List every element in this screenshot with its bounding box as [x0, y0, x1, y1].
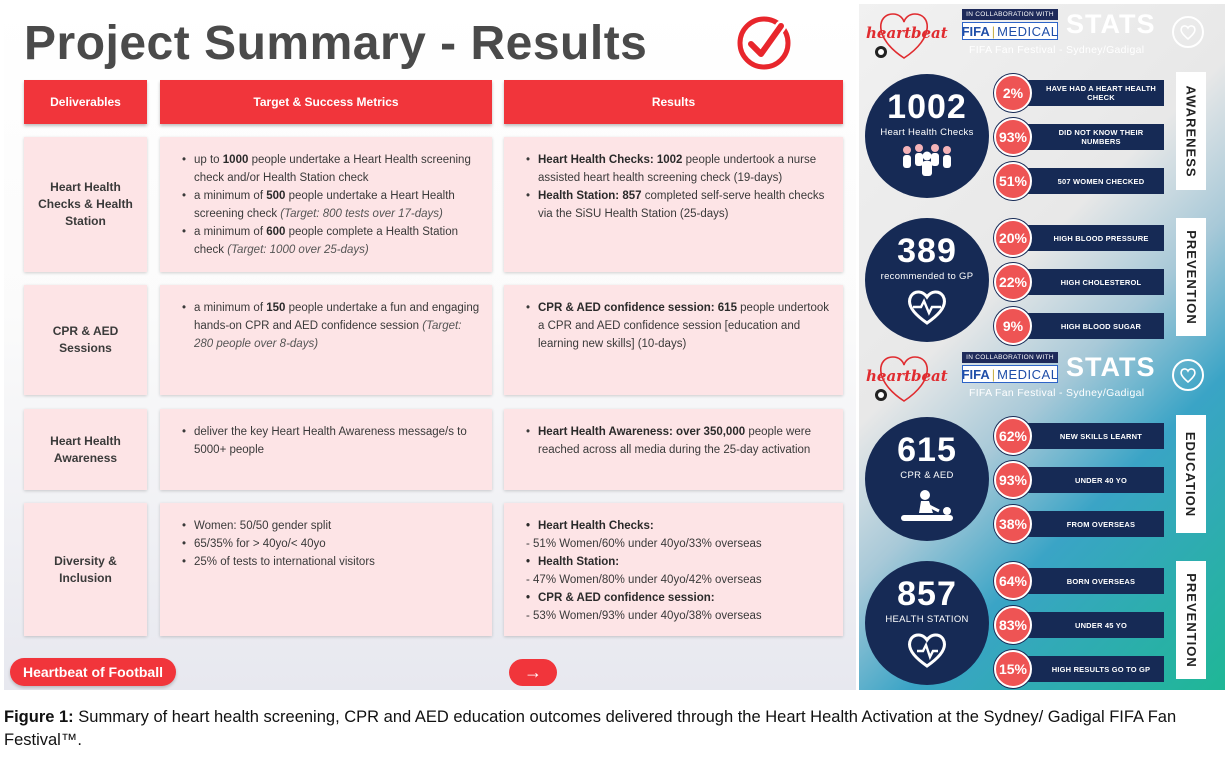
- stat-row: [994, 219, 1164, 257]
- target-item: • a minimum of 600 people complete a Health Station check (Target: 1000 over 25-days): [182, 223, 482, 259]
- stat-text: 507 WOMEN CHECKED: [1022, 168, 1164, 194]
- heart-pulse-icon: [905, 288, 949, 326]
- stat-text: HIGH CHOLESTEROL: [1022, 269, 1164, 295]
- stat-percent: 51%: [994, 162, 1032, 200]
- result-item: • Health Station:: [526, 553, 833, 571]
- stat-percent: 9%: [994, 307, 1032, 345]
- stat-percent: 83%: [994, 606, 1032, 644]
- festival-label: FIFA Fan Festival - Sydney/Gadigal: [969, 387, 1145, 399]
- stat-text: HIGH BLOOD PRESSURE: [1022, 225, 1164, 251]
- fifa-medical-logo: FIFA | MEDICAL: [961, 23, 1059, 39]
- collab-label: IN COLLABORATION WITH: [962, 352, 1058, 363]
- stat-circle-gp: [865, 218, 989, 342]
- stats-panel-bottom: [859, 347, 1225, 690]
- header-targets: Target & Success Metrics: [160, 80, 492, 124]
- targets-diversity: [160, 503, 492, 636]
- caption-text: Summary of heart health screening, CPR and AED education outcomes delivered through the Heart Health Activation at the Sydney/ Gadigal FIFA Fan Festival™.: [4, 708, 1177, 749]
- figure-caption: [4, 706, 1224, 752]
- tab-awareness: AWARENESS: [1176, 72, 1206, 190]
- stat-label: Heart Health Checks: [880, 127, 974, 138]
- brand-name: heartbeat: [866, 24, 948, 42]
- brand-name: heartbeat: [866, 367, 948, 385]
- target-item: • a minimum of 150 people undertake a fun and engaging hands-on CPR and AED confidence session (Target: 280 people over 8-days): [182, 299, 482, 353]
- header-deliverables: Deliverables: [24, 80, 147, 124]
- header-results: Results: [504, 80, 843, 124]
- stat-label: recommended to GP: [880, 271, 974, 282]
- target-item: • Women: 50/50 gender split: [182, 517, 482, 535]
- cpr-icon: [899, 489, 955, 525]
- footer-label-pill[interactable]: Heartbeat of Football: [10, 658, 176, 686]
- stat-number: 389: [897, 232, 957, 270]
- stats-panel-top: [859, 4, 1225, 347]
- tab-prevention: PREVENTION: [1176, 218, 1206, 336]
- result-sub-item: - 51% Women/60% under 40yo/33% overseas: [526, 538, 762, 550]
- collab-label: IN COLLABORATION WITH: [962, 9, 1058, 20]
- stat-label: HEALTH STATION: [885, 614, 969, 625]
- stat-number: 857: [897, 575, 957, 613]
- stat-circle-cpr: [865, 417, 989, 541]
- target-item: • up to 1000 people undertake a Heart Health screening check and/or Health Station check: [182, 151, 482, 187]
- result-item: • CPR & AED confidence session:: [526, 589, 833, 607]
- row-label-diversity: Diversity & Inclusion: [24, 503, 147, 636]
- festival-label: FIFA Fan Festival - Sydney/Gadigal: [969, 44, 1145, 56]
- stats-heading: STATS: [1066, 9, 1156, 39]
- stat-row: [994, 118, 1164, 156]
- stat-percent: 15%: [994, 650, 1032, 688]
- stat-text: BORN OVERSEAS: [1022, 568, 1164, 594]
- result-item: • Heart Health Checks: 1002 people undertook a nurse assisted heart health screening check (19-days): [526, 151, 833, 187]
- row-label-cpr: CPR & AED Sessions: [24, 285, 147, 395]
- stat-row: [994, 74, 1164, 112]
- stat-text: HIGH RESULTS GO TO GP: [1022, 656, 1164, 682]
- stat-circle-checks: [865, 74, 989, 198]
- targets-awareness: [160, 409, 492, 490]
- summary-slide: [4, 4, 856, 690]
- stat-text: UNDER 40 YO: [1022, 467, 1164, 493]
- target-item: • a minimum of 500 people undertake a Heart Health screening check (Target: 800 tests over 17-days): [182, 187, 482, 223]
- stat-percent: 20%: [994, 219, 1032, 257]
- tab-education: EDUCATION: [1176, 415, 1206, 533]
- tab-prevention-2: PREVENTION: [1176, 561, 1206, 679]
- results-health-checks: [504, 137, 843, 272]
- stat-percent: 2%: [994, 74, 1032, 112]
- heart-check-icon: [905, 631, 949, 669]
- stat-text: HIGH BLOOD SUGAR: [1022, 313, 1164, 339]
- stat-percent: 62%: [994, 417, 1032, 455]
- result-item: • Heart Health Awareness: over 350,000 people were reached across all media during the 25-day activation: [526, 423, 833, 459]
- result-sub-item: - 53% Women/93% under 40yo/38% overseas: [526, 610, 762, 622]
- checkmark-icon: [735, 14, 793, 72]
- result-item: • Health Station: 857 completed self-serve health checks via the SiSU Health Station (25-days): [526, 187, 833, 223]
- stats-heading: STATS: [1066, 352, 1156, 382]
- stat-text: UNDER 45 YO: [1022, 612, 1164, 638]
- caption-prefix: Figure 1:: [4, 708, 74, 726]
- targets-health-checks: [160, 137, 492, 272]
- people-icon: [897, 142, 957, 178]
- stat-label: CPR & AED: [900, 470, 954, 481]
- stat-number: 615: [897, 431, 957, 469]
- stat-text: HAVE HAD A HEART HEALTH CHECK: [1022, 80, 1164, 106]
- results-awareness: [504, 409, 843, 490]
- stat-percent: 22%: [994, 263, 1032, 301]
- target-item: • deliver the key Heart Health Awareness message/s to 5000+ people: [182, 423, 482, 459]
- stats-infographic: [859, 4, 1225, 690]
- result-item: • Heart Health Checks:: [526, 517, 833, 535]
- page-title: Project Summary - Results: [24, 17, 648, 70]
- stat-row: [994, 417, 1164, 455]
- stat-percent: 38%: [994, 505, 1032, 543]
- stat-row: [994, 162, 1164, 200]
- fifa-medical-logo: FIFA | MEDICAL: [961, 366, 1059, 382]
- stat-circle-health-station: [865, 561, 989, 685]
- heart-icon: [1172, 359, 1204, 391]
- stat-row: [994, 263, 1164, 301]
- result-item: • CPR & AED confidence session: 615 people undertook a CPR and AED confidence session [education and learning new skills] (10-days): [526, 299, 833, 353]
- row-label-health-checks: Heart Health Checks & Health Station: [24, 137, 147, 272]
- stat-text: NEW SKILLS LEARNT: [1022, 423, 1164, 449]
- targets-cpr: [160, 285, 492, 395]
- stat-percent: 93%: [994, 461, 1032, 499]
- stat-number: 1002: [887, 88, 967, 126]
- target-item: • 25% of tests to international visitors: [182, 553, 482, 571]
- stat-row: [994, 505, 1164, 543]
- target-item: • 65/35% for > 40yo/< 40yo: [182, 535, 482, 553]
- row-label-awareness: Heart Health Awareness: [24, 409, 147, 490]
- heart-icon: [1172, 16, 1204, 48]
- stat-row: [994, 461, 1164, 499]
- stat-text: DID NOT KNOW THEIR NUMBERS: [1022, 124, 1164, 150]
- stat-percent: 64%: [994, 562, 1032, 600]
- stat-percent: 93%: [994, 118, 1032, 156]
- stat-row: [994, 307, 1164, 345]
- stat-text: FROM OVERSEAS: [1022, 511, 1164, 537]
- next-arrow-button[interactable]: →: [509, 659, 557, 686]
- results-diversity: [504, 503, 843, 636]
- result-sub-item: - 47% Women/80% under 40yo/42% overseas: [526, 574, 762, 586]
- results-cpr: [504, 285, 843, 395]
- stat-row: [994, 562, 1164, 600]
- stat-row: [994, 650, 1164, 688]
- stat-row: [994, 606, 1164, 644]
